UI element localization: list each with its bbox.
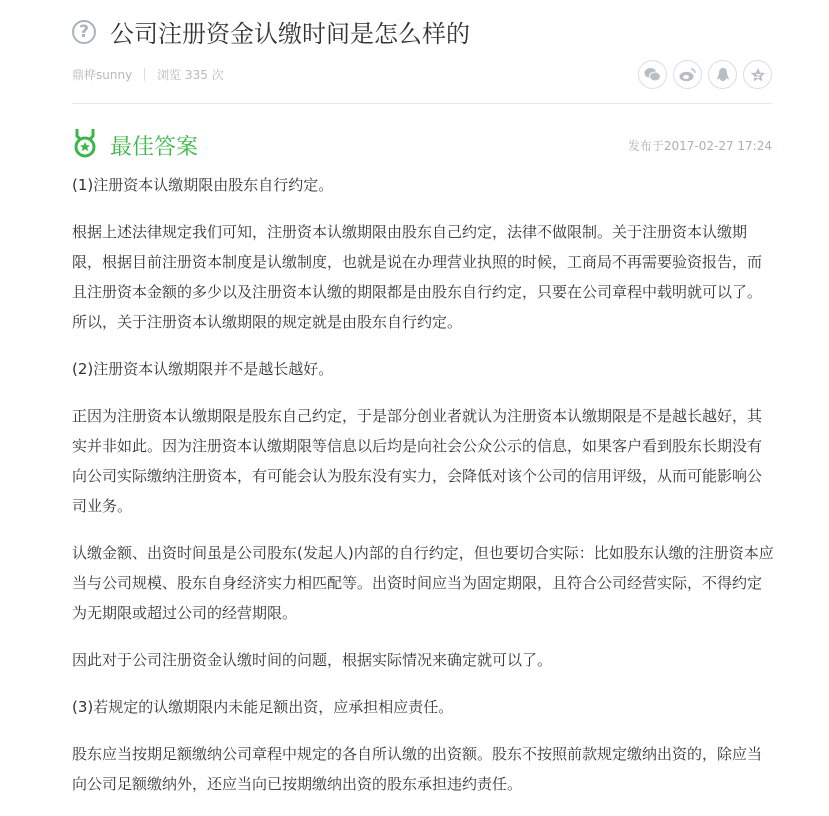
answer-paragraph: 因此对于公司注册资金认缴时间的问题，根据实际情况来确定就可以了。 [72, 651, 553, 669]
qq-icon[interactable] [708, 60, 737, 89]
answer-paragraph: (3)若规定的认缴期限内未能足额出资，应承担相应责任。 [72, 698, 454, 716]
divider [72, 103, 772, 104]
share-bar [638, 60, 772, 89]
answer-paragraph: (2)注册资本认缴期限并不是越长越好。 [72, 360, 334, 378]
answer-content [72, 170, 776, 816]
divider [144, 68, 145, 81]
wechat-icon[interactable] [638, 60, 667, 89]
answer-paragraph: 股东应当按期足额缴纳公司章程中规定的各自所认缴的出资额。股东不按照前款规定缴纳出资的，除应当向公司足额缴纳外，还应当向已按期缴纳出资的股东承担违约责任。 [72, 745, 763, 793]
answer-paragraph: (1)注册资本认缴期限由股东自行约定。 [72, 176, 334, 194]
medal-icon [72, 128, 98, 162]
question-title: 公司注册资金认缴时间是怎么样的 [110, 20, 470, 48]
answer-paragraph: 认缴金额、出资时间虽是公司股东(发起人)内部的自行约定，但也要切合实际：比如股东认缴的注册资本应当与公司规模、股东自身经济实力相匹配等。出资时间应当为固定期限，且符合公司经营实际，不得约定为无期限或超过公司的经营期限。 [72, 544, 774, 622]
answer-paragraph: 根据上述法律规定我们可知，注册资本认缴期限由股东自己约定，法律不做限制。关于注册资本认缴期限，根据目前注册资本制度是认缴制度，也就是说在办理营业执照的时候，工商局不再需要验资报告，而且注册资本金额的多少以及注册资本认缴的期限都是由股东自行约定，只要在公司章程中载明就可以了。所以，关于注册资本认缴期限的规定就是由股东自行约定。 [72, 223, 763, 331]
author-link[interactable]: 鼎桦sunny [72, 68, 133, 82]
answer-paragraph: 正因为注册资本认缴期限是股东自己约定，于是部分创业者就认为注册资本认缴期限是不是越长越好，其实并非如此。因为注册资本认缴期限等信息以后均是向社会公众公示的信息，如果客户看到股东长期没有向公司实际缴纳注册资本，有可能会认为股东没有实力，会降低对该个公司的信用评级，从而可能影响公司业务。 [72, 407, 763, 515]
qzone-icon[interactable] [743, 60, 772, 89]
view-count: 浏览 335 次 [157, 68, 224, 82]
question-icon: ? [72, 20, 96, 44]
weibo-icon[interactable] [673, 60, 702, 89]
best-answer-header [72, 128, 198, 162]
question-header [72, 14, 470, 49]
best-answer-label: 最佳答案 [110, 134, 199, 160]
question-meta [72, 66, 224, 83]
publish-date: 发布于2017-02-27 17:24 [627, 139, 772, 153]
